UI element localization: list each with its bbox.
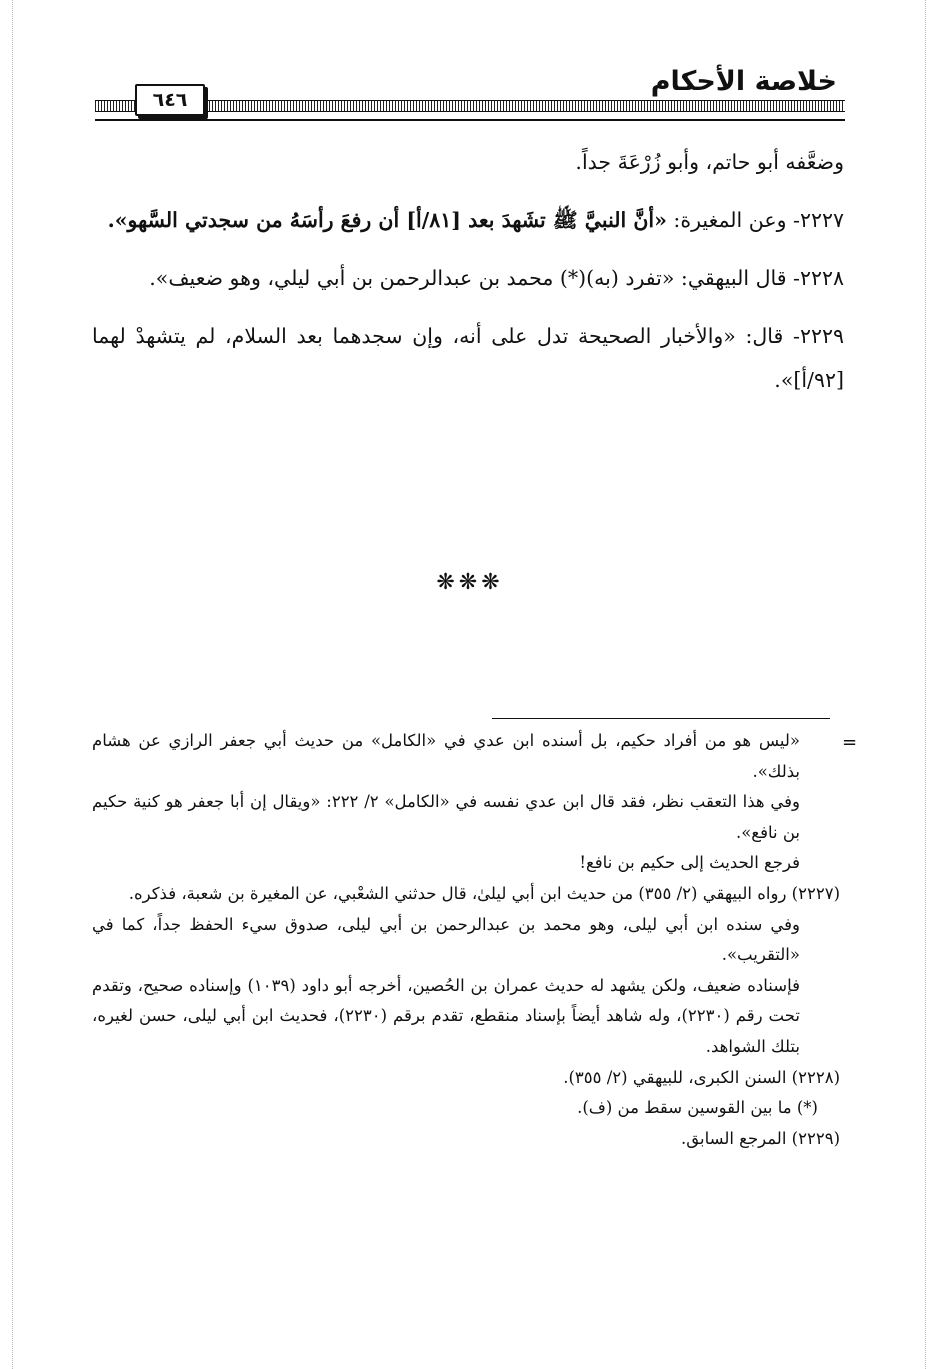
entry-2227-hadith: «أنَّ النبيَّ ﷺ تشَهدَ بعد [٨١/أ] أن رفعَ رأسَهُ من سجدتي السَّهو». bbox=[107, 208, 667, 232]
footnote-2229: (٢٢٢٩) المرجع السابق. bbox=[680, 1128, 840, 1148]
paragraph-2229: ٢٢٢٩- قال: «والأخبار الصحيحة تدل على أنه، وإن سجدهما بعد السلام، لم يتشهدْ لهما [٩٢/أ]». bbox=[92, 324, 844, 392]
footnote-2227: (٢٢٢٧) رواه البيهقي (٢/ ٣٥٥) من حديث ابن أبي ليلىٰ، قال حدثني الشعْبي، عن المغيرة بن شعبة، فذكره. bbox=[128, 883, 840, 903]
footnote-2228: (٢٢٢٨) السنن الكبرى، للبيهقي (٢/ ٣٥٥). bbox=[563, 1067, 840, 1087]
right-edge-dots bbox=[925, 0, 926, 1369]
footnote-continuation-mark: = bbox=[842, 732, 858, 753]
left-edge-dots bbox=[12, 0, 13, 1369]
section-separator: ❋❋❋ bbox=[436, 570, 504, 595]
paragraph-2227 bbox=[92, 198, 844, 242]
header-title: خلاصة الأحكام bbox=[650, 66, 837, 97]
running-header bbox=[95, 62, 845, 122]
page-number: ٦٤٦ bbox=[135, 84, 205, 116]
footnotes bbox=[92, 726, 840, 1154]
footnote-line: فرجع الحديث إلى حكيم بن نافع! bbox=[579, 853, 800, 873]
paragraph-1: وضعَّفه أبو حاتم، وأبو زُرْعَةَ جداً. bbox=[575, 150, 844, 174]
footnote-line: «ليس هو من أفراد حكيم، بل أسنده ابن عدي في «الكامل» من حديث أبي جعفر الرازي عن هشام بذلك». bbox=[92, 731, 800, 781]
footnote-line: وفي هذا التعقب نظر، فقد قال ابن عدي نفسه في «الكامل» ٢/ ٢٢٢: «ويقال إن أبا جعفر هو كنية حكيم بن نافع». bbox=[92, 792, 800, 842]
footnote-asterisk: (*) ما بين القوسين سقط من (ف). bbox=[577, 1098, 818, 1118]
footnote-line: وفي سنده ابن أبي ليلى، وهو محمد بن عبدالرحمن بن أبي ليلى، صدوق سيء الحفظ جداً، كما في «التقريب». bbox=[92, 914, 800, 965]
header-decorative-band bbox=[95, 100, 845, 112]
main-text bbox=[92, 140, 844, 416]
footnote-line: فإسناده ضعيف، ولكن يشهد له حديث عمران بن الحُصين، أخرجه أبو داود (١٠٣٩) وإسناده صحيح، وتقدم تحت رقم (٢٢٣٠)، وله شاهد أيضاً بإسناد منقطع، تقدم برقم (٢٢٣٠)، فحديث ابن أبي ليلى، حسن لغيره، بتلك الشواهد. bbox=[92, 975, 800, 1056]
entry-2227-prefix: ٢٢٢٧- وعن المغيرة: bbox=[666, 208, 844, 232]
paragraph-2228: ٢٢٢٨- قال البيهقي: «تفرد (به)(*) محمد بن عبدالرحمن بن أبي ليلي، وهو ضعيف». bbox=[149, 266, 844, 290]
footnote-rule bbox=[492, 718, 830, 719]
header-rule bbox=[95, 119, 845, 121]
